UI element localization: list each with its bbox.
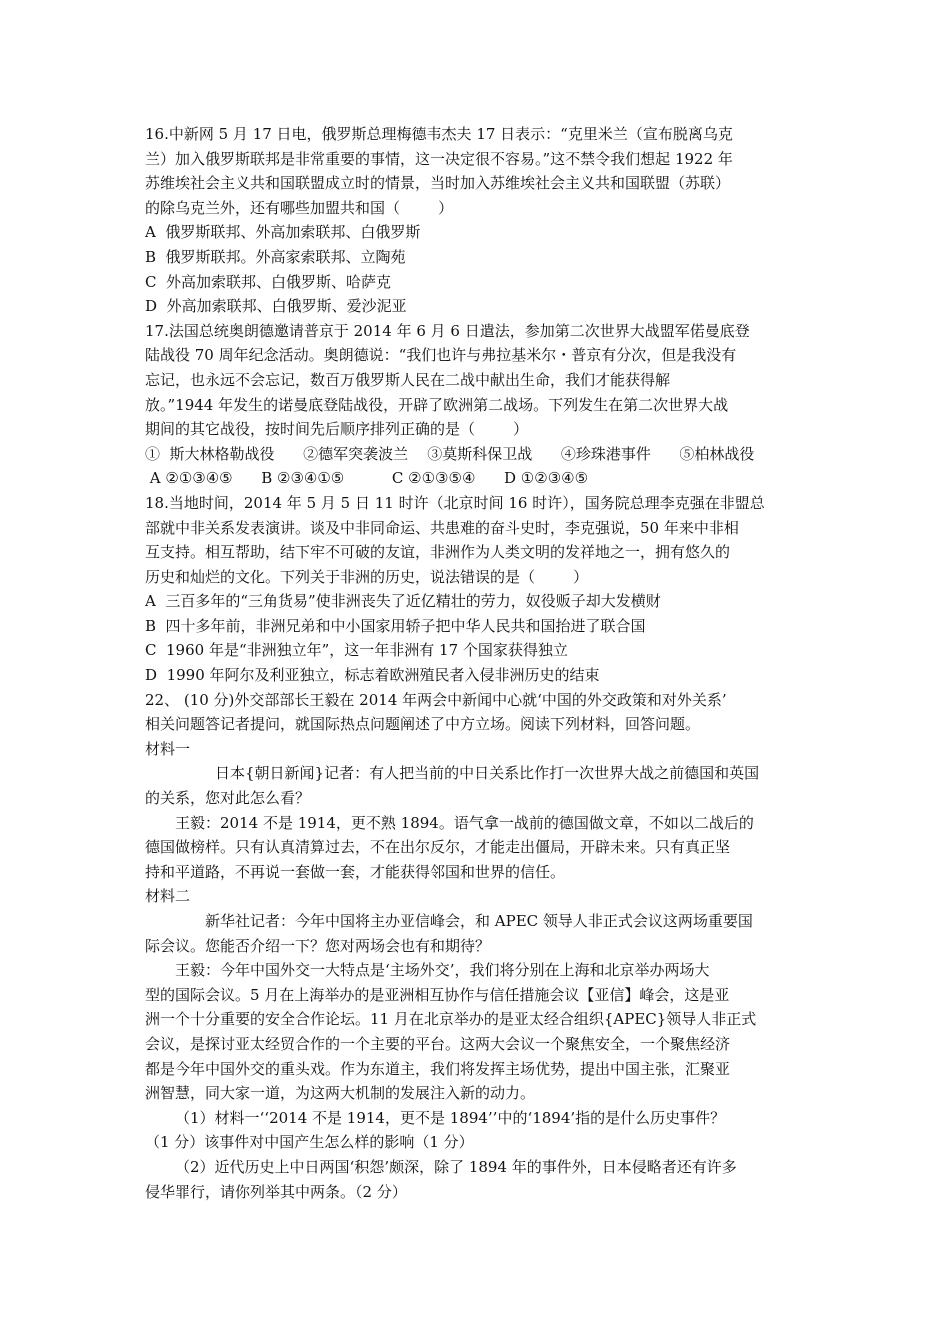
exam-content <box>145 122 815 1204</box>
q18-option-b: B 四十多年前，非洲兄弟和中小国家用轿子把中华人民共和国抬进了联合国 <box>145 616 646 635</box>
sub-question-2: 侵华罪行，请你列举其中两条。（2 分） <box>145 1182 407 1201</box>
q18-option-d: D 1990 年阿尔及利亚独立，标志着欧洲殖民者入侵非洲历史的结束 <box>145 666 600 685</box>
q18-stem-line: 18.当地时间，2014 年 5 月 5 日 11 时许（北京时间 16 时许），国务院总理李克强在非盟总 <box>145 493 765 512</box>
material-2-answer: 洲一个十分重要的安全合作论坛。11 月在北京举办的是亚太经合组织{APEC}领导人非正式 <box>145 1010 757 1029</box>
material-2-question: 新华社记者：今年中国将主办亚信峰会，和 APEC 领导人非正式会议这两场重要国 <box>205 912 753 930</box>
q17-items: ① 斯大林格勒战役 ②德军突袭波兰 ③莫斯科保卫战 ④珍珠港事件 ⑤柏林战役 <box>145 444 755 463</box>
material-1-answer: 持和平道路，不再说一套做一套，才能获得邻国和世界的信任。 <box>145 862 566 881</box>
material-1-question: 日本{朝日新闻}记者：有人把当前的中日关系比作打一次世界大战之前德国和英国 <box>215 764 760 783</box>
question-22 <box>145 688 815 1204</box>
q18-stem-line: 互支持。相互帮助，结下牢不可破的友谊，非洲作为人类文明的发祥地之一，拥有悠久的 <box>145 543 731 562</box>
sub-question-2: （2）近代历史上中日两国‘积怨’颇深，除了 1894 年的事件外，日本侵略者还有许多 <box>175 1157 737 1176</box>
material-2-label: 材料二 <box>145 887 191 906</box>
q16-stem-line: 兰）加入俄罗斯联邦是非常重要的事情，这一决定很不容易。”这不禁令我们想起 1922 年 <box>145 149 733 168</box>
question-16 <box>145 122 815 319</box>
material-1-answer: 王毅：2014 不是 1914，更不熟 1894。语气拿一战前的德国做文章，不如以二战后的 <box>175 813 754 832</box>
q16-option-c: C 外高加索联邦、白俄罗斯、哈萨克 <box>145 272 392 291</box>
question-17 <box>145 319 815 491</box>
q18-stem-line: 历史和灿烂的文化。下列关于非洲的历史，说法错误的是（ ） <box>145 567 589 586</box>
q17-stem-line: 17.法国总统奥朗德邀请普京于 2014 年 6 月 6 日遣法，参加第二次世界大战盟军偌曼底登 <box>145 321 750 340</box>
q22-intro-line: 相关问题答记者提问，就国际热点问题阐述了中方立场。阅读下列材料，回答问题。 <box>145 715 701 734</box>
sub-question-1: （1 分）该事件对中国产生怎么样的影响（1 分） <box>145 1133 474 1152</box>
material-2-answer: 会议，是探讨亚太经贸合作的一个主要的平台。这两大会议一个聚焦安全，一个聚焦经济 <box>145 1034 731 1053</box>
material-2-answer: 都是今年中国外交的重头戏。作为东道主，我们将发挥主场优势，提出中国主张，汇聚亚 <box>145 1059 731 1078</box>
q17-stem-line: 期间的其它战役，按时间先后顺序排列正确的是（ ） <box>145 420 529 439</box>
q16-stem-line: 苏维埃社会主义共和国联盟成立时的情景，当时加入苏维埃社会主义共和国联盟（苏联） <box>145 174 731 193</box>
q22-intro-line: 22、 (10 分)外交部部长王毅在 2014 年两会中新闻中心就‘中国的外交政策和对外关系’ <box>145 690 727 709</box>
q16-option-d: D 外高加索联邦、白俄罗斯、爱沙泥亚 <box>145 297 407 316</box>
q16-option-b: B 俄罗斯联邦。外高家索联邦、立陶苑 <box>145 247 406 266</box>
q16-stem-line: 的除乌克兰外，还有哪些加盟共和国（ ） <box>145 198 454 217</box>
sub-question-1: （1）材料一‘‘2014 不是 1914，更不是 1894’’中的‘1894’指的是什么历史事件？ <box>175 1108 726 1127</box>
material-2-answer: 型的国际会议。5 月在上海举办的是亚洲相互协作与信任措施会议【亚信】峰会，这是亚 <box>145 985 730 1004</box>
material-2-question: 际会议。您能否介绍一下？您对两场会也有和期待？ <box>145 936 491 955</box>
q17-stem-line: 陆战役 70 周年纪念活动。奥朗德说：“我们也许与弗拉基米尔・普京有分次，但是我没有 <box>145 346 737 365</box>
material-1-answer: 德国做榜样。只有认真清算过去，不在出尔反尔，才能走出僵局，开辟未来。只有真正坚 <box>145 838 731 857</box>
material-2-answer: 洲智慧，同大家一道，为这两大机制的发展注入新的动力。 <box>145 1084 536 1103</box>
q17-options: A ②①③④⑤ B ②③④①⑤ C ②①③⑤④ D ①②③④⑤ <box>145 469 589 488</box>
question-18 <box>145 491 815 688</box>
q16-stem-line: 16.中新网 5 月 17 日电，俄罗斯总理梅德韦杰夫 17 日表示：“克里米兰（宣布脱离乌克 <box>145 125 733 143</box>
q18-stem-line: 部就中非关系发表演讲。谈及中非同命运、共患难的奋斗史时，李克强说，50 年来中非相 <box>145 518 739 537</box>
material-1-label: 材料一 <box>145 739 191 758</box>
material-2-answer: 王毅：今年中国外交一大特点是‘主场外交’，我们将分别在上海和北京举办两场大 <box>175 961 710 980</box>
material-1-question: 的关系，您对此怎么看？ <box>145 789 311 808</box>
q17-stem-line: 放。”1944 年发生的诺曼底登陆战役，开辟了欧洲第二战场。下列发生在第二次世界大战 <box>145 395 729 414</box>
q18-option-a: A 三百多年的“三角货易”使非洲丧失了近亿精壮的劳力，奴役贩子却大发横财 <box>145 592 661 611</box>
q18-option-c: C 1960 年是“非洲独立年”，这一年非洲有 17 个国家获得独立 <box>145 641 568 660</box>
q16-option-a: A 俄罗斯联邦、外高加索联邦、白俄罗斯 <box>145 223 421 242</box>
q17-stem-line: 忘记，也永远不会忘记，数百万俄罗斯人民在二战中献出生命，我们才能获得解 <box>145 370 671 389</box>
